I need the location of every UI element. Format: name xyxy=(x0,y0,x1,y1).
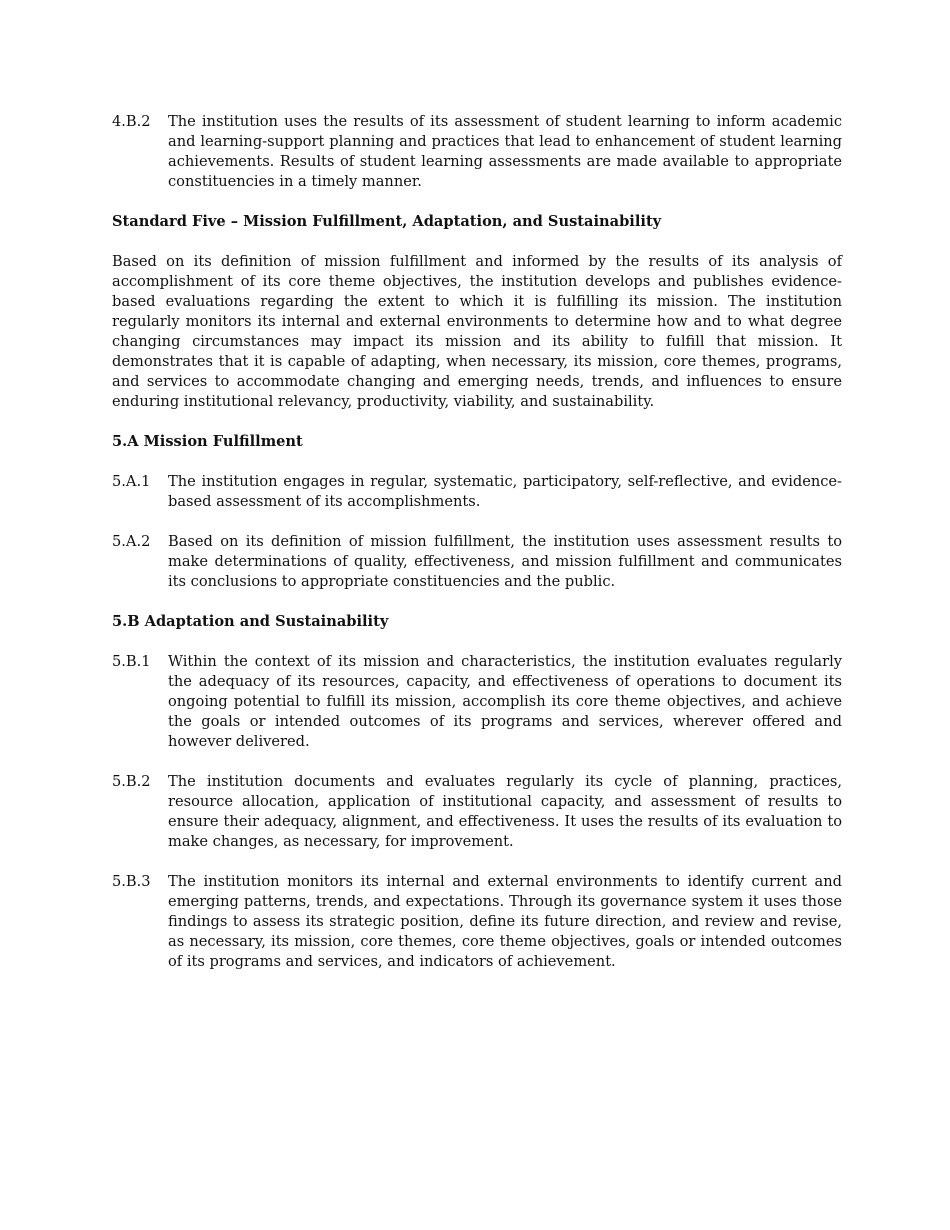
standard-five-heading: Standard Five – Mission Fulfillment, Adaptation, and Sustainability xyxy=(112,213,662,230)
section-5a-heading: 5.A Mission Fulfillment xyxy=(112,433,303,450)
item-number: 5.A.2 xyxy=(112,533,151,550)
item-number: 4.B.2 xyxy=(112,113,151,130)
item-text: Based on its definition of mission fulfillment, the institution uses assessment results to make determinations of quality, effectiveness, and mission fulfillment and communicates its conclusions to appropriate constituencies and the public. xyxy=(168,533,842,590)
standard-item-4b2 xyxy=(112,112,842,192)
item-text: The institution uses the results of its assessment of student learning to inform academic and learning-support planning and practices that lead to enhancement of student learning achievements. Results of student learning assessments are made available to appropriate constituencies in a timely manner. xyxy=(168,113,842,190)
standard-item-5b2 xyxy=(112,772,842,852)
document-page xyxy=(112,112,842,992)
standard-item-5b1 xyxy=(112,652,842,752)
item-number: 5.A.1 xyxy=(112,473,151,490)
item-number: 5.B.3 xyxy=(112,873,151,890)
standard-item-5a1 xyxy=(112,472,842,512)
standard-item-5b3 xyxy=(112,872,842,972)
standard-item-5a2 xyxy=(112,532,842,592)
item-number: 5.B.2 xyxy=(112,773,151,790)
standard-five-intro: Based on its definition of mission fulfillment and informed by the results of its analysis of accomplishment of its core theme objectives, the institution develops and publishes evidence-based evaluations regarding the extent to which it is fulfilling its mission. The institution regularly monitors its internal and external environments to determine how and to what degree changing circumstances may impact its mission and its ability to fulfill that mission. It demonstrates that it is capable of adapting, when necessary, its mission, core themes, programs, and services to accommodate changing and emerging needs, trends, and influences to ensure enduring institutional relevancy, productivity, viability, and sustainability. xyxy=(112,253,842,410)
section-5b-heading: 5.B Adaptation and Sustainability xyxy=(112,613,389,630)
item-number: 5.B.1 xyxy=(112,653,151,670)
item-text: Within the context of its mission and characteristics, the institution evaluates regularly the adequacy of its resources, capacity, and effectiveness of operations to document its ongoing potential to fulfill its mission, accomplish its core theme objectives, and achieve the goals or intended outcomes of its programs and services, wherever offered and however delivered. xyxy=(168,653,842,750)
item-text: The institution monitors its internal and external environments to identify current and emerging patterns, trends, and expectations. Through its governance system it uses those findings to assess its strategic position, define its future direction, and review and revise, as necessary, its mission, core themes, core theme objectives, goals or intended outcomes of its programs and services, and indicators of achievement. xyxy=(168,873,842,970)
item-text: The institution documents and evaluates regularly its cycle of planning, practices, resource allocation, application of institutional capacity, and assessment of results to ensure their adequacy, alignment, and effectiveness. It uses the results of its evaluation to make changes, as necessary, for improvement. xyxy=(168,773,842,850)
item-text: The institution engages in regular, systematic, participatory, self-reflective, and evidence-based assessment of its accomplishments. xyxy=(168,473,842,510)
